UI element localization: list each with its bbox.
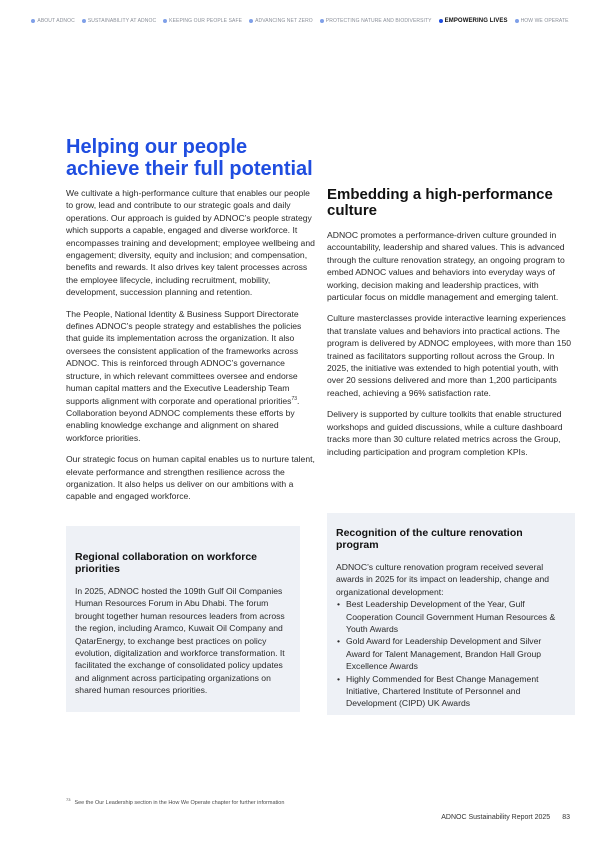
nav-protecting-nature[interactable]: PROTECTING NATURE AND BIODIVERSITY [320,18,432,24]
delivery-paragraph: Delivery is supported by culture toolkits that enable structured workshops and guided discussions, while a culture dashboard tracks more than 30 culture related metrics across the Group, including participation and program completion KPIs. [327,409,563,457]
card-intro: ADNOC’s culture renovation program received several awards in 2025 for its impact on leadership, change and organizational development: [336,562,550,597]
regional-collaboration-card [66,526,300,712]
chapter-navigation [0,18,600,24]
nav-dot-icon [515,19,519,23]
nav-empowering-lives[interactable]: EMPOWERING LIVES [439,18,508,24]
culture-paragraph: ADNOC promotes a performance-driven culture grounded in accountability, leadership and shared values. This is advanced through the culture renovation strategy, an ongoing program to embed ADNOC values and behaviors into everyday ways of working, decision making and leadership practices, with particular focus on middle management and emerging talent. [327,230,565,303]
card-heading: Regional collaboration on workforce priorities [75,551,258,575]
list-item: • Gold Award for Leadership Development and Silver Award for Talent Management, Brandon Hall Group Excellence Awards [336,635,565,672]
section-heading: Embedding a high-performance culture [327,186,553,219]
page-footer [441,814,570,821]
nav-dot-icon [31,19,35,23]
nav-dot-icon [82,19,86,23]
nav-sustainability-at-adnoc[interactable]: SUSTAINABILITY AT ADNOC [82,18,156,24]
card-body: In 2025, ADNOC hosted the 109th Gulf Oil Companies Human Resources Forum in Abu Dhabi. The forum brought together human resources leaders from across the region, including Aramco, Kuwait Oil Company and QatarEnergy, to exchange best practices on policy evolution, digitalization and workforce transformation. It facilitated the exchange of consolidated policy updates and alignment across participating organizations on shared human resources priorities. [75,586,285,696]
recognition-card [327,513,575,715]
report-name: ADNOC Sustainability Report 2025 [441,814,551,821]
list-item: • Highly Commended for Best Change Management Initiative, Chartered Institute of Personnel and Development (CIPD) UK Awards [336,673,565,710]
list-item: • Best Leadership Development of the Year, Gulf Cooperation Council Government Human Resources & Youth Awards [336,598,565,635]
footnote-number: 73 [66,797,71,803]
awards-list [336,598,565,710]
masterclasses-paragraph: Culture masterclasses provide interactive learning experiences that translate values and behaviors into practical actions. The program is delivered by ADNOC employees, with more than 150 trained as facilitators supporting rollout across the Group. In 2025, the initiative was extended to high potential youth, with over 20 sessions delivered and more than 1,200 participants reached, achieving a 96% satisfaction rate. [327,313,572,398]
strategic-focus-paragraph: Our strategic focus on human capital enables us to nurture talent, elevate performance and strengthen resilience across the organization. It also helps us deliver on our ambitions with a capable and engaged workforce. [66,454,315,502]
nav-dot-icon [439,19,443,23]
nav-about-adnoc[interactable]: ABOUT ADNOC [31,18,74,24]
nav-dot-icon [163,19,167,23]
nav-keeping-our-people-safe[interactable]: KEEPING OUR PEOPLE SAFE [163,18,242,24]
nav-advancing-net-zero[interactable]: ADVANCING NET ZERO [249,18,313,24]
page-number: 83 [562,814,570,821]
page-title: Helping our people achieve their full potential [66,136,313,180]
nav-how-we-operate[interactable]: HOW WE OPERATE [515,18,569,24]
intro-paragraph: We cultivate a high-performance culture that enables our people to grow, lead and contribute to our strategic goals and daily operations. Our approach is guided by ADNOC’s people strategy which supports a capable, engaged and diverse workforce. It encompasses training and development; employee wellbeing and engagement; diversity, equity and inclusion; and compensation, benefits and rewards. It also drives key talent processes across the employee lifecycle, including recruitment, mobility, development, succession planning and retention. [66,188,315,298]
nav-dot-icon [320,19,324,23]
governance-paragraph: The People, National Identity & Business Support Directorate defines ADNOC’s people strategy and establishes the policies that guide its implementation across the organization. It also oversees the consistent application of the frameworks across ADNOC. This is reinforced through ADNOC’s governance structure, in which relevant committees oversee and endorse human capital matters and the Executive Leadership Team supports alignment with corporate and operational priorities$^{73}$. Collaboration beyond ADNOC complements these efforts by enabling knowledge exchange and alignment on shared workforce priorities. [66,308,302,443]
right-column [327,187,575,467]
nav-dot-icon [249,19,253,23]
footnote-reference[interactable]: 73 [291,395,298,402]
left-column [66,187,318,512]
footnote: $^{73}$See the Our Leadership section in the How We Operate chapter for further information [66,797,285,806]
card-heading: Recognition of the culture renovation program [336,527,523,551]
